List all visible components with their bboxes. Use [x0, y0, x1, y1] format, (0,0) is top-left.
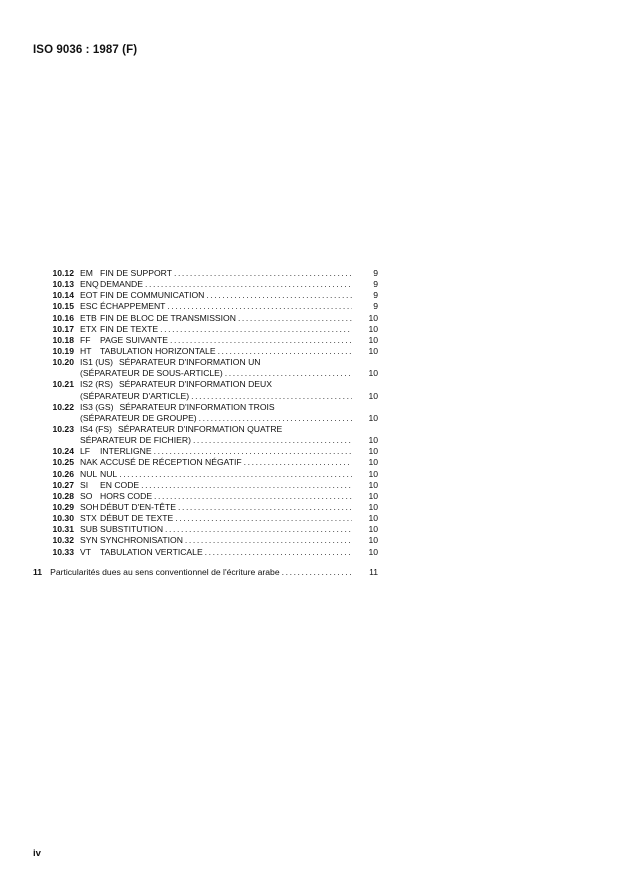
- toc-entry: [33, 301, 378, 312]
- toc-entry: [33, 535, 378, 546]
- toc-entry-number: 10.18: [52, 334, 74, 345]
- leader-dots: [199, 413, 352, 424]
- toc-entry-title: HORS CODE: [100, 490, 153, 501]
- toc-entry-abbreviation: STX: [80, 513, 97, 524]
- toc-entry-number: 10.25: [52, 457, 74, 468]
- toc-entry-number: 10.22: [52, 401, 74, 412]
- leader-dots: [185, 535, 352, 546]
- leader-dots: [145, 279, 352, 290]
- toc-entry-number: 10.14: [52, 290, 74, 301]
- toc-entry-abbreviation: IS3 (GS): [80, 401, 114, 412]
- toc-section-number: 11: [33, 567, 43, 577]
- toc-entry-number: 10.13: [52, 279, 74, 290]
- toc-entry-page: 9: [373, 290, 378, 301]
- leader-dots: [178, 502, 352, 513]
- toc-entry-page: 10: [368, 468, 378, 479]
- leader-dots: [244, 457, 352, 468]
- toc-entry-number: 10.31: [52, 524, 74, 535]
- toc-entry-number: 10.32: [52, 535, 74, 546]
- toc-entry-abbreviation: ETX: [80, 323, 97, 334]
- toc-entry: [33, 524, 378, 535]
- leader-dots: [141, 480, 352, 491]
- toc-entry: [33, 313, 378, 324]
- toc-entry: [33, 402, 378, 424]
- toc-entry-abbreviation: HT: [80, 345, 92, 356]
- toc-entry-number: 10.33: [52, 546, 74, 557]
- toc-entry-title: DÉBUT D'EN-TÊTE: [100, 501, 176, 512]
- toc-entry-title: DEMANDE: [100, 279, 143, 290]
- toc-entry-title: SÉPARATEUR D'INFORMATION DEUX: [118, 379, 272, 390]
- leader-dots: [191, 391, 352, 402]
- toc-entry-number: 10.27: [52, 479, 74, 490]
- page-number: iv: [33, 848, 41, 859]
- toc-entry: [33, 346, 378, 357]
- leader-dots: [174, 268, 352, 279]
- toc-entry: [33, 502, 378, 513]
- toc-entry: [33, 446, 378, 457]
- leader-dots: [225, 368, 352, 379]
- toc-entry-title: SÉPARATEUR D'INFORMATION QUATRE: [118, 423, 283, 434]
- leader-dots: [119, 469, 352, 480]
- toc-entry-title-continuation: (SÉPARATEUR DE SOUS-ARTICLE): [80, 368, 223, 379]
- toc-entry-abbreviation: ETB: [80, 312, 97, 323]
- toc-entry: [33, 424, 378, 446]
- leader-dots: [154, 491, 352, 502]
- toc-entry-title-continuation: (SÉPARATEUR D'ARTICLE): [80, 390, 190, 401]
- toc-entry-title: INTERLIGNE: [100, 446, 152, 457]
- toc-entry-title: FIN DE TEXTE: [100, 323, 159, 334]
- toc-entry: [33, 279, 378, 290]
- toc-entry-title: SÉPARATEUR D'INFORMATION UN: [118, 357, 261, 368]
- toc-entry-abbreviation: SI: [80, 479, 89, 490]
- toc-entry-title: PAGE SUIVANTE: [100, 334, 168, 345]
- toc-entry: [33, 268, 378, 279]
- toc-entry-title: TABULATION HORIZONTALE: [100, 345, 216, 356]
- toc-entry-abbreviation: SUB: [80, 524, 98, 535]
- toc-entry-abbreviation: LF: [80, 446, 91, 457]
- toc-entry-page: 9: [373, 301, 378, 312]
- toc-entry-page: 10: [368, 479, 378, 490]
- toc-entry-abbreviation: FF: [80, 334, 91, 345]
- leader-dots: [193, 435, 352, 446]
- toc-entry-page: 10: [368, 435, 378, 446]
- toc-section-title: Particularités dues au sens conventionnel de l'écriture arabe: [50, 567, 280, 577]
- toc-entry-abbreviation: NAK: [80, 457, 98, 468]
- toc-entry-number: 10.24: [52, 446, 74, 457]
- toc-entry-title: SYNCHRONISATION: [100, 535, 183, 546]
- leader-dots: [154, 446, 352, 457]
- toc-entry: [33, 379, 378, 401]
- toc-entry-title: SUBSTITUTION: [100, 524, 164, 535]
- toc-section-page: 11: [369, 567, 378, 577]
- toc-entry-number: 10.16: [52, 312, 74, 323]
- toc-entry-page: 10: [368, 323, 378, 334]
- toc-entry-page: 10: [368, 457, 378, 468]
- toc-entry: [33, 547, 378, 558]
- toc-entry-title: ÉCHAPPEMENT: [100, 301, 166, 312]
- toc-entry-page: 10: [368, 345, 378, 356]
- toc-entry-number: 10.15: [52, 301, 74, 312]
- toc-entry-page: 10: [368, 524, 378, 535]
- toc-entry-title: DÉBUT DE TEXTE: [100, 513, 174, 524]
- toc-entry-abbreviation: NUL: [80, 468, 98, 479]
- leader-dots: [205, 547, 352, 558]
- toc-entry-page: 10: [368, 334, 378, 345]
- leader-dots: [170, 335, 352, 346]
- toc-entry-page: 10: [368, 513, 378, 524]
- toc-entry: [33, 324, 378, 335]
- toc-entry-abbreviation: EOT: [80, 290, 98, 301]
- toc-entry: [33, 491, 378, 502]
- toc-entry-number: 10.17: [52, 323, 74, 334]
- toc-entry-title: NUL: [100, 468, 118, 479]
- toc-entry-title-continuation: SÉPARATEUR DE FICHIER): [80, 435, 191, 446]
- toc-entry: [33, 513, 378, 524]
- toc-entry-abbreviation: VT: [80, 546, 91, 557]
- toc-entry-title: FIN DE COMMUNICATION: [100, 290, 205, 301]
- toc-entry-number: 10.19: [52, 345, 74, 356]
- toc-entry-page: 9: [373, 279, 378, 290]
- toc-entry-abbreviation: SOH: [80, 501, 99, 512]
- toc-entry-number: 10.12: [52, 268, 74, 278]
- leader-dots: [167, 301, 352, 312]
- toc-entry-number: 10.30: [52, 513, 74, 524]
- toc-entry-number: 10.21: [52, 379, 74, 390]
- toc-entry-number: 10.23: [52, 423, 74, 434]
- toc-entry-number: 10.28: [52, 490, 74, 501]
- toc-section-11: [33, 567, 378, 577]
- toc-entry-page: 10: [368, 501, 378, 512]
- toc-entry-page: 10: [368, 390, 378, 401]
- toc-entry-abbreviation: IS4 (FS): [80, 423, 112, 434]
- toc-entry-page: 10: [368, 535, 378, 546]
- toc-entry-page: 10: [368, 412, 378, 423]
- toc-entry-page: 10: [368, 312, 378, 323]
- toc-entry-page: 10: [368, 546, 378, 557]
- leader-dots: [160, 324, 352, 335]
- toc-entry-abbreviation: SO: [80, 490, 93, 501]
- toc-entry-page: 10: [368, 446, 378, 457]
- toc-entry-title-continuation: (SÉPARATEUR DE GROUPE): [80, 412, 197, 423]
- toc-entry: [33, 457, 378, 468]
- toc-entry-title: FIN DE BLOC DE TRANSMISSION: [100, 312, 236, 323]
- table-of-contents: [33, 268, 378, 558]
- leader-dots: [218, 346, 352, 357]
- toc-entry-number: 10.26: [52, 468, 74, 479]
- toc-entry-abbreviation: ENQ: [80, 279, 99, 290]
- toc-entry-page: 9: [373, 268, 378, 278]
- leader-dots: [282, 567, 352, 577]
- document-title: ISO 9036 : 1987 (F): [33, 44, 138, 56]
- toc-entry: [33, 480, 378, 491]
- toc-entry-title: TABULATION VERTICALE: [100, 546, 203, 557]
- toc-entry-title: FIN DE SUPPORT: [100, 268, 172, 278]
- toc-entry: [33, 290, 378, 301]
- toc-entry-abbreviation: EM: [80, 268, 93, 278]
- toc-entry: [33, 469, 378, 480]
- toc-entry-title: SÉPARATEUR D'INFORMATION TROIS: [119, 401, 275, 412]
- toc-entry-page: 10: [368, 368, 378, 379]
- toc-entry-number: 10.29: [52, 501, 74, 512]
- toc-entry-title: EN CODE: [100, 479, 140, 490]
- leader-dots: [206, 290, 352, 301]
- toc-entry: [33, 335, 378, 346]
- toc-entry-abbreviation: ESC: [80, 301, 98, 312]
- toc-entry-abbreviation: SYN: [80, 535, 98, 546]
- toc-entry-page: 10: [368, 490, 378, 501]
- leader-dots: [238, 313, 352, 324]
- toc-entry-title: ACCUSÉ DE RÉCEPTION NÉGATIF: [100, 457, 242, 468]
- toc-entry-abbreviation: IS1 (US): [80, 357, 113, 368]
- leader-dots: [175, 513, 352, 524]
- toc-entry-number: 10.20: [52, 357, 74, 368]
- leader-dots: [165, 524, 352, 535]
- toc-entry-abbreviation: IS2 (RS): [80, 379, 113, 390]
- toc-entry: [33, 357, 378, 379]
